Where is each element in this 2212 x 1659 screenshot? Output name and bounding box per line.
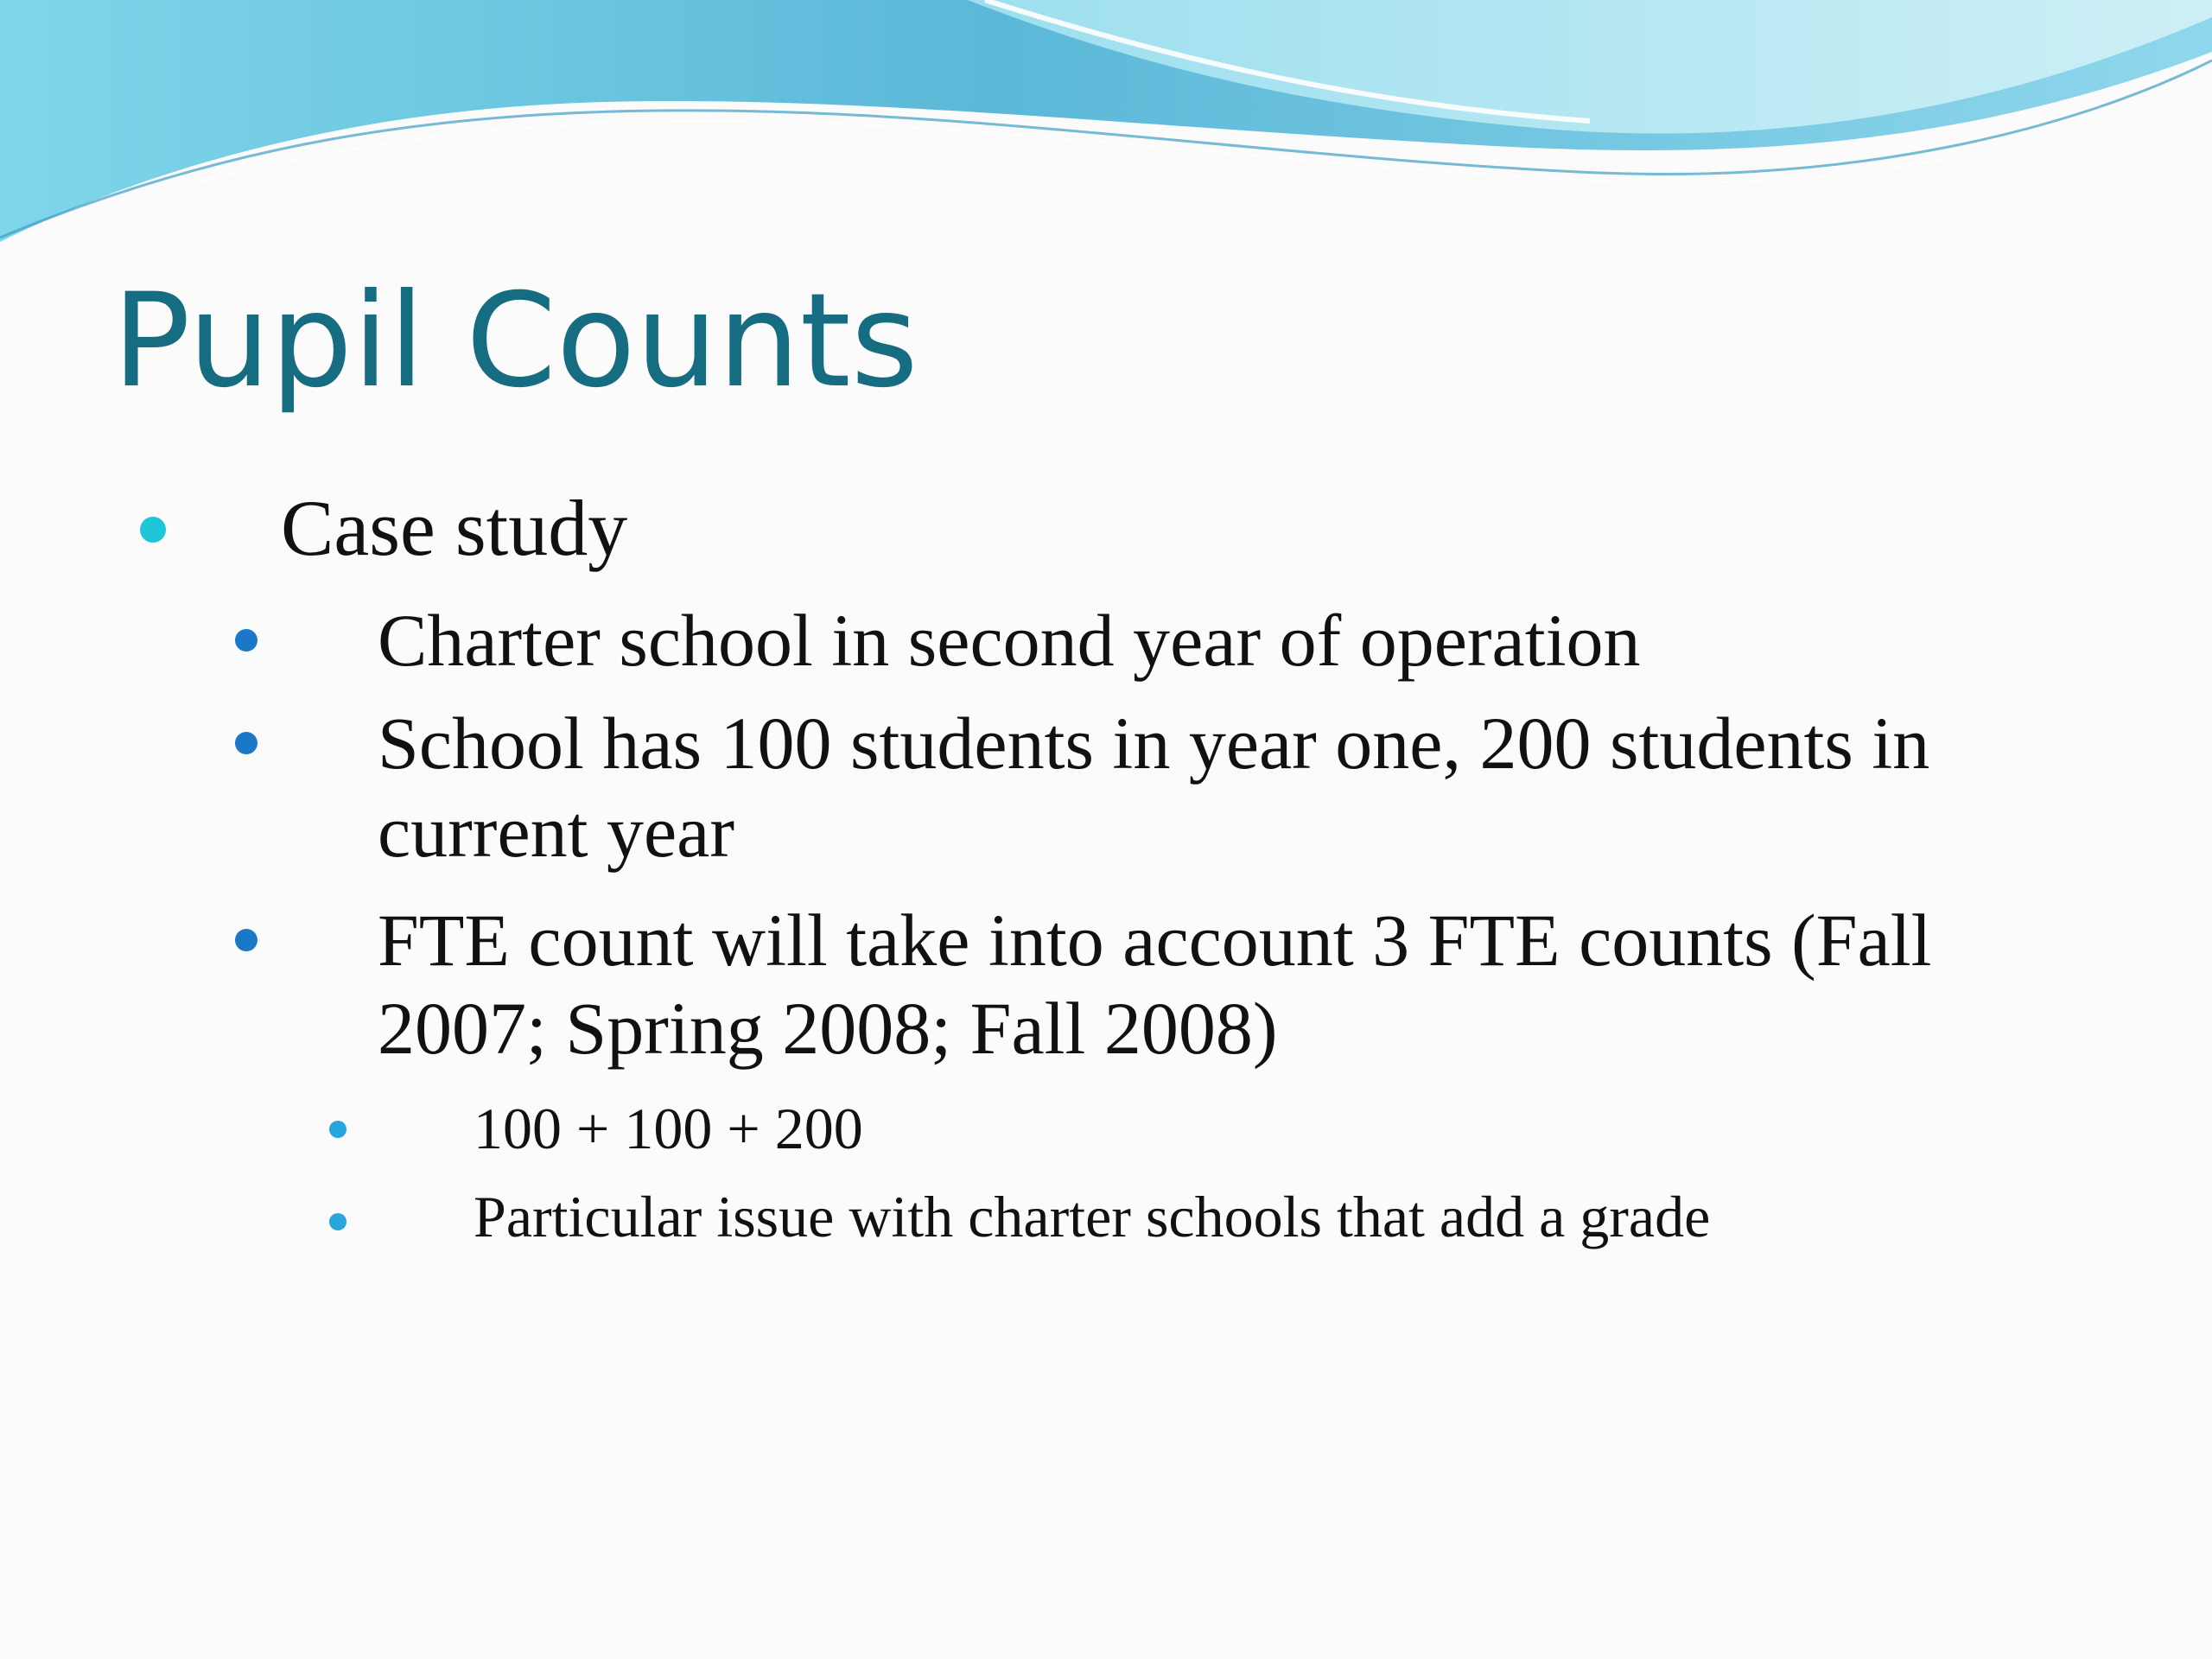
- bullet-text: Charter school in second year of operation: [378, 599, 1641, 682]
- bullet-text: Particular issue with charter schools that add a grade: [474, 1184, 1711, 1249]
- bullet-text: Case study: [281, 484, 628, 572]
- bullet-dot-icon: [235, 732, 257, 754]
- slide-title: Pupil Counts: [112, 266, 918, 416]
- bullet-text-line: 2007; Spring 2008; Fall 2008): [378, 987, 1278, 1070]
- bullet-text-line: School has 100 students in year one, 200 students in: [378, 702, 1930, 785]
- bullet-text: 100 + 100 + 200: [474, 1096, 863, 1161]
- bullet-dot-icon: [329, 1213, 346, 1230]
- bullet-dot-icon: [140, 517, 166, 543]
- bullet-dot-icon: [329, 1121, 346, 1138]
- bullet-text-line: current year: [378, 790, 734, 873]
- bullet-text-line: FTE count will take into account 3 FTE counts (Fall: [378, 899, 1932, 982]
- bullet-dot-icon: [235, 929, 257, 951]
- bullet-dot-icon: [235, 629, 257, 652]
